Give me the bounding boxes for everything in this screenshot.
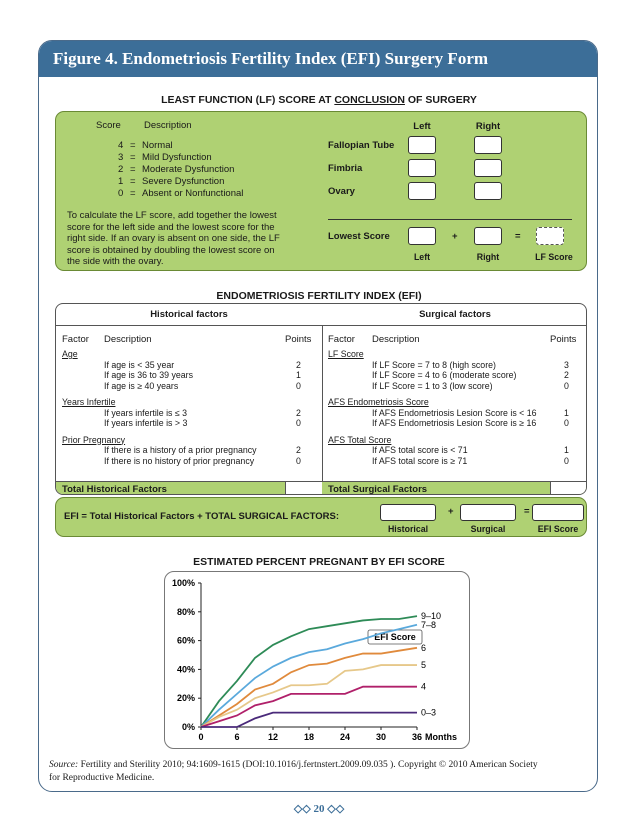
efi-formula-panel [55,497,587,537]
scale-description: Severe Dysfunction [142,176,225,187]
plus-sign: + [452,231,458,242]
lf-row-label: Fimbria [328,163,363,174]
factor-description: If there is a history of a prior pregnancy [104,445,257,455]
series-label: 4 [421,681,427,692]
equals-sign: = [515,231,521,242]
foot-right: Right [476,252,500,262]
factor-points: 1 [564,407,569,418]
hist-head: Historical factors [150,309,228,320]
lbl-surgical: Surgical [470,524,506,534]
factor-name: Years Infertile [62,397,116,407]
instruction-line: right side. If an ovary is absent on one side, the LF [67,233,280,244]
lf-left-box[interactable] [408,136,436,154]
factor-name: AFS Endometriosis Score [328,397,429,407]
factor-description: If age is < 35 year [104,359,175,370]
totals-row [56,481,587,495]
lf-left-box[interactable] [408,159,436,177]
factor-name: Prior Pregnancy [62,434,126,445]
hist-points-col: Points [285,334,312,345]
factor-points: 2 [564,370,569,380]
instruction-line: score for the left side and the lowest score for the [67,221,275,233]
factor-description: If LF Score = 1 to 3 (low score) [372,380,493,391]
factor-description: If years infertile is ≤ 3 [104,407,188,418]
factor-points: 2 [296,445,301,455]
y-tick-label: 60% [176,635,195,646]
surgical-box[interactable] [460,504,516,521]
factor-description: If age is 36 to 39 years [104,370,193,380]
lf-panel [55,111,587,271]
factor-description: If there is no history of prior pregnancy [104,455,255,466]
legend-title: EFI Score [374,632,416,642]
form-frame [38,40,598,792]
factor-name: Age [62,349,78,359]
scale-description: Normal [142,140,173,151]
efi-plus: + [448,506,454,517]
scale-equals: = [130,188,136,199]
lf-heading: LEAST FUNCTION (LF) SCORE AT CONCLUSION OF SURGERY [161,94,477,106]
efi-line-chart [164,571,470,749]
left-col-head: Left [413,121,431,132]
orn-left: ◇◇ [293,803,311,815]
x-tick-label: 12 [267,732,279,742]
series-label: 0–3 [421,707,437,718]
instruction-line: score is obtained by doubling the lowest score on [67,244,275,256]
x-tick-label: 24 [339,732,351,742]
scale-equals: = [130,152,136,163]
total-hist-label: Total Historical Factors [62,484,167,495]
lf-row-label: Ovary [328,186,355,197]
lf-score-box[interactable] [536,227,564,245]
factor-description: If AFS Endometriosis Lesion Score is < 16 [372,407,537,418]
instruction-line: the side with the ovary. [67,256,164,267]
series-label: 7–8 [421,619,437,630]
factor-points: 2 [296,407,301,418]
divider [328,219,572,220]
lowest-right-box[interactable] [474,227,502,245]
score-col-head: Score [96,120,121,131]
right-col-head: Right [475,121,501,132]
series-label: 6 [421,642,427,653]
factor-points: 0 [296,418,301,428]
historical-box[interactable] [380,504,436,521]
x-tick-label: 18 [303,732,315,742]
factor-description: If LF Score = 4 to 6 (moderate score) [372,370,517,380]
factor-points: 0 [296,380,301,391]
factor-description: If LF Score = 7 to 8 (high score) [372,359,496,370]
page-number: 20 [313,803,325,815]
series-label: 5 [421,660,427,671]
factor-description: If years infertile is > 3 [104,418,188,428]
lf-right-box[interactable] [474,182,502,200]
scale-number: 0 [118,188,124,199]
hist-desc-col: Description [104,334,152,345]
total-hist-box[interactable] [285,482,322,495]
foot-lf-score: LF Score [535,252,573,262]
orn-right: ◇◇ [327,803,345,815]
series-line-0–3 [201,713,417,727]
desc-col-head: Description [144,120,192,131]
y-tick-label: 80% [176,606,195,617]
efi-score-box[interactable] [532,504,584,521]
factor-points: 0 [296,455,301,466]
source-note: Source: Fertility and Sterility 2010; 94:1609-1615 (DOI:10.1016/j.fertnstert.2009.09.035 ). Copyright © 2010 American Society for Reproductive Medicine. [49,760,538,783]
lbl-historical: Historical [387,524,429,534]
x-tick-label: 0 [198,732,204,742]
efi-heading: ENDOMETRIOSIS FERTILITY INDEX (EFI) [216,290,422,302]
y-tick-label: 100% [171,578,195,588]
foot-left: Left [413,252,431,262]
lf-right-box[interactable] [474,159,502,177]
factor-points: 1 [296,370,301,380]
scale-description: Moderate Dysfunction [142,164,235,175]
x-tick-label: 36 [411,732,423,742]
efi-table [55,303,587,495]
factor-name: LF Score [328,349,364,359]
x-tick-label: 30 [375,732,387,742]
lf-left-box[interactable] [408,182,436,200]
factor-points: 0 [564,380,569,391]
factor-description: If AFS total score is < 71 [372,445,468,455]
scale-equals: = [130,164,136,175]
surg-points-col: Points [550,334,577,345]
x-tick-label: 6 [234,732,240,742]
scale-number: 2 [118,164,124,175]
surg-factor-col: Factor [328,334,355,345]
instruction-line: To calculate the LF score, add together the lowest [67,210,277,221]
factor-points: 3 [564,359,569,370]
hist-factor-col: Factor [62,334,89,345]
total-surg-label: Total Surgical Factors [328,484,428,495]
efi-formula: EFI = Total Historical Factors + TOTAL SURGICAL FACTORS: [64,511,340,522]
lf-row-label: Fallopian Tube [328,140,395,151]
lowest-left-box[interactable] [408,227,436,245]
efi-equals: = [524,506,530,517]
factor-points: 0 [564,455,569,466]
page-footer [0,802,638,815]
chart-title: ESTIMATED PERCENT PREGNANT BY EFI SCORE [193,556,445,568]
factor-points: 1 [564,445,569,455]
total-surg-box[interactable] [550,482,587,495]
y-tick-label: 0% [181,722,195,732]
factor-points: 2 [296,359,301,370]
factor-description: If AFS Endometriosis Lesion Score is ≥ 16 [372,418,537,428]
scale-equals: = [130,140,136,151]
scale-number: 1 [118,176,124,187]
series-label: 9–10 [421,611,442,622]
lowest-score-label: Lowest Score [328,231,390,242]
surg-desc-col: Description [372,334,420,345]
y-tick-label: 20% [176,693,195,704]
scale-description: Mild Dysfunction [142,152,212,163]
scale-number: 3 [118,152,124,163]
scale-description: Absent or Nonfunctional [142,188,244,199]
factor-name: AFS Total Score [328,434,392,445]
lf-right-box[interactable] [474,136,502,154]
figure-title: Figure 4. Endometriosis Fertility Index (EFI) Surgery Form [39,41,597,77]
factor-description: If age is ≥ 40 years [104,380,179,391]
x-axis-label: Months [425,732,457,742]
y-tick-label: 40% [176,664,195,675]
factor-description: If AFS total score is ≥ 71 [372,455,468,466]
lbl-efi-score: EFI Score [537,524,579,534]
scale-equals: = [130,176,136,187]
surg-head: Surgical factors [419,309,491,320]
factor-points: 0 [564,418,569,428]
scale-number: 4 [118,140,124,151]
